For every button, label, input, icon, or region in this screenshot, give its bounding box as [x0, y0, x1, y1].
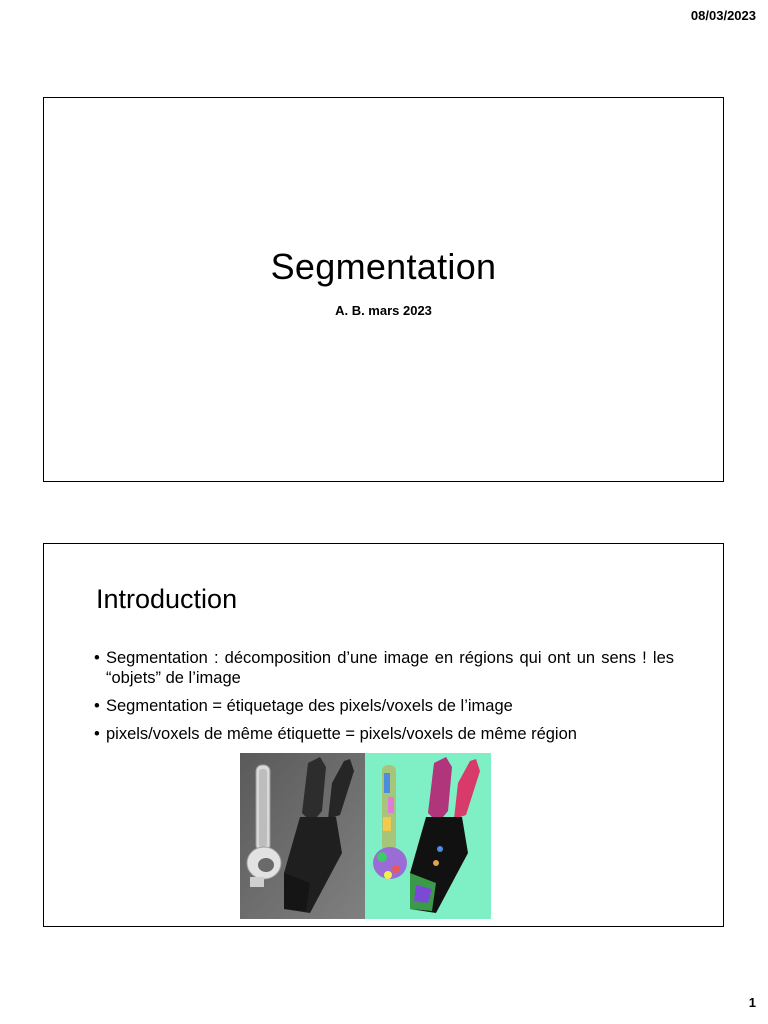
- bullet-text: pixels/voxels de même étiquette = pixels/voxels de même région: [106, 725, 577, 743]
- slide-introduction: [43, 543, 724, 927]
- bullet-text: Segmentation = étiquetage des pixels/voxels de l’image: [106, 697, 513, 715]
- bullet-dot-icon: •: [94, 725, 100, 743]
- segmentation-figure: [240, 753, 491, 919]
- bullet-list: [94, 648, 674, 752]
- segmented-image: [365, 753, 491, 919]
- bullet-dot-icon: •: [94, 649, 100, 667]
- page-number: 1: [748, 995, 756, 1010]
- bullet-item: [94, 696, 674, 716]
- slide-subtitle: A. B. mars 2023: [335, 303, 432, 318]
- slide-title: [43, 97, 724, 482]
- slide-main-title: Segmentation: [270, 246, 497, 287]
- bullet-text: Segmentation : décomposition d’une image en régions qui ont un sens ! les “objets” de l’image: [106, 649, 674, 687]
- bullet-item: [94, 648, 674, 688]
- bullet-item: [94, 724, 674, 744]
- bullet-dot-icon: •: [94, 697, 100, 715]
- header-date: 08/03/2023: [690, 8, 756, 23]
- slide-heading: Introduction: [96, 584, 238, 614]
- grayscale-photo: [240, 753, 365, 919]
